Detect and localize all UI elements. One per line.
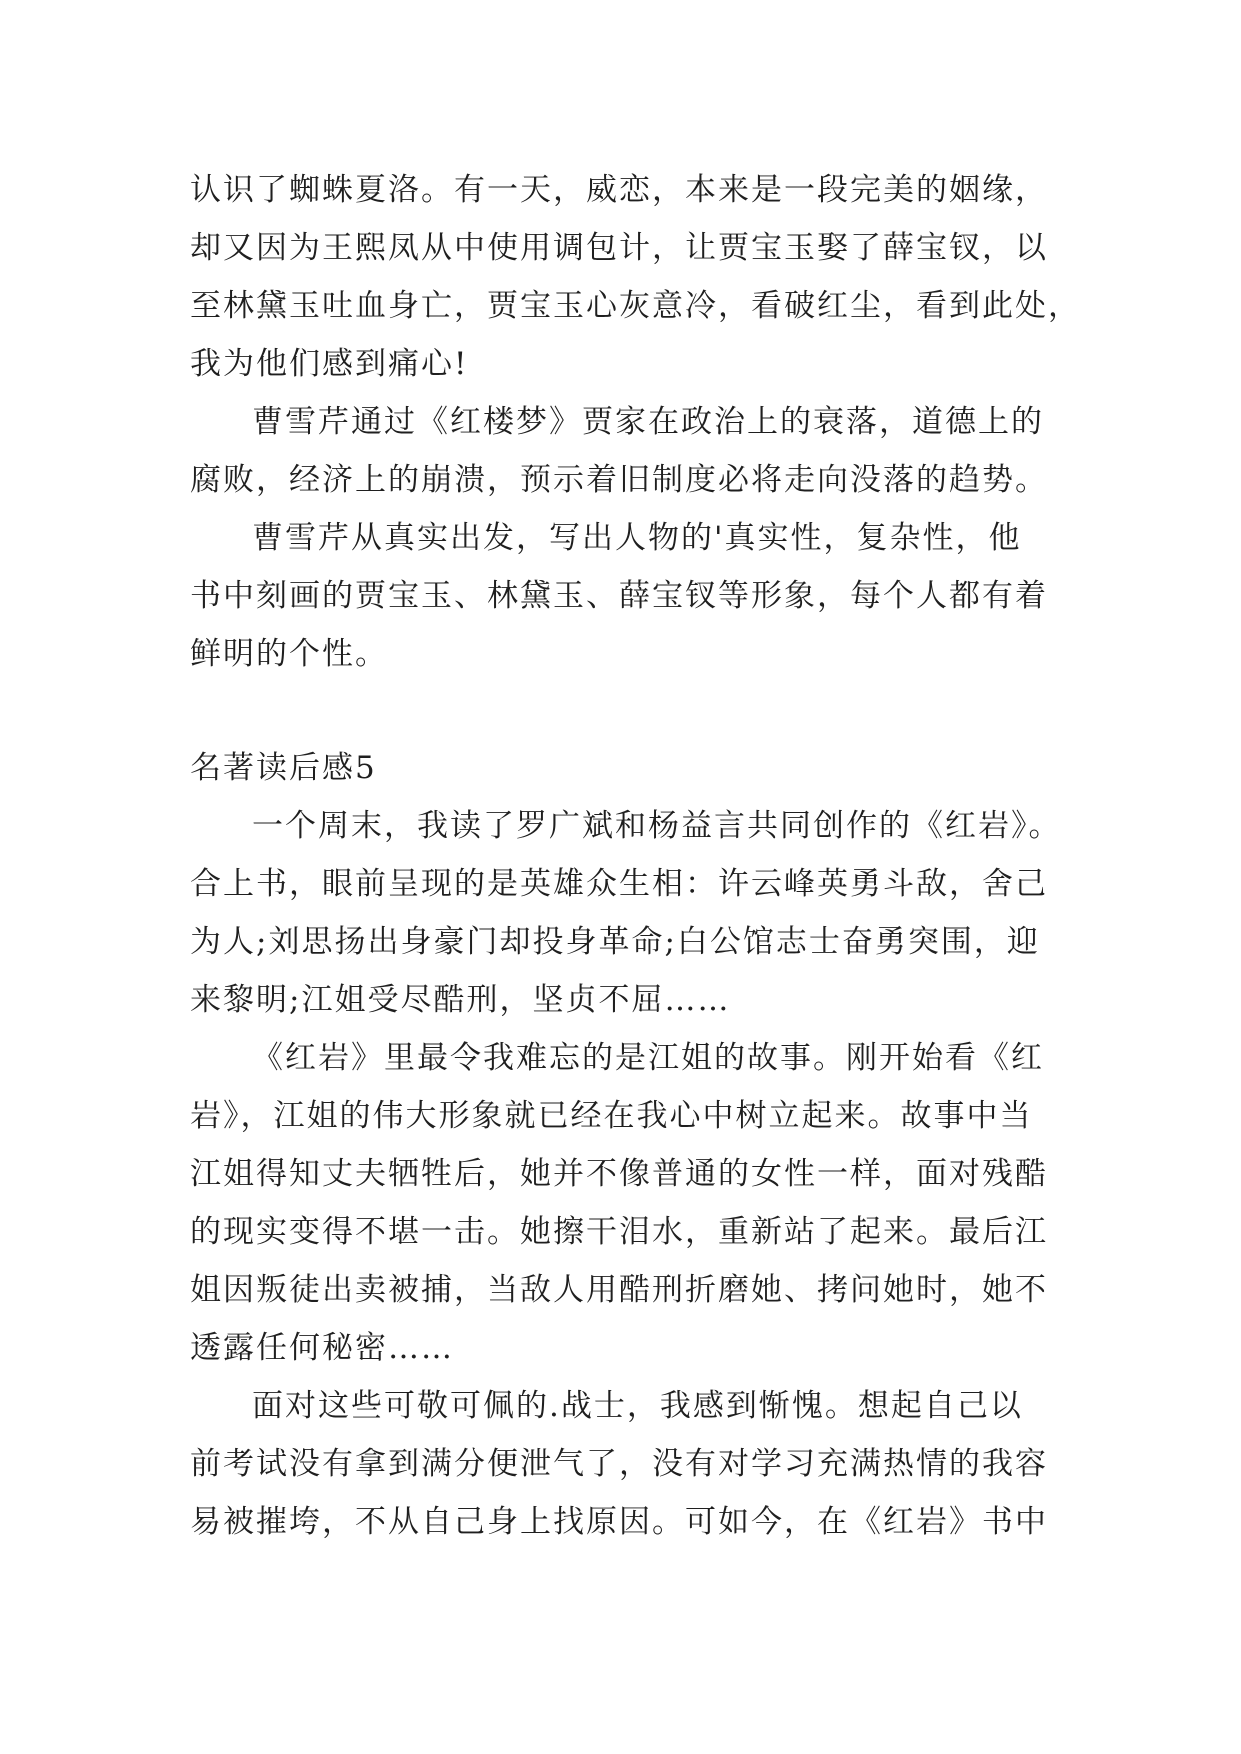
text-line: 姐因叛徒出卖被捕，当敌人用酷刑折磨她、拷问她时，她不 <box>190 1272 1048 1308</box>
text-line: 书中刻画的贾宝玉、林黛玉、薛宝钗等形象，每个人都有着 <box>190 578 1048 614</box>
text-line: 透露任何秘密…… <box>190 1330 454 1366</box>
text-line: 前考试没有拿到满分便泄气了，没有对学习充满热情的我容 <box>190 1446 1048 1482</box>
text-line: 的现实变得不堪一击。她擦干泪水，重新站了起来。最后江 <box>190 1214 1048 1250</box>
paragraph-first-line: 曹雪芹通过《红楼梦》贾家在政治上的衰落，道德上的 <box>252 404 1044 440</box>
text-line: 易被摧垮，不从自己身上找原因。可如今，在《红岩》书中 <box>190 1504 1048 1540</box>
text-line: 合上书，眼前呈现的是英雄众生相：许云峰英勇斗敌，舍己 <box>190 866 1048 902</box>
text-line: 岩》，江姐的伟大形象就已经在我心中树立起来。故事中当 <box>190 1098 1033 1134</box>
text-line: 为人;刘思扬出身豪门却投身革命;白公馆志士奋勇突围，迎 <box>190 924 1040 960</box>
section-heading: 名著读后感5 <box>190 750 377 786</box>
text-line: 来黎明;江姐受尽酷刑，坚贞不屈…… <box>190 982 731 1018</box>
text-line: 我为他们感到痛心! <box>190 346 469 382</box>
text-line: 腐败，经济上的崩溃，预示着旧制度必将走向没落的趋势。 <box>190 462 1048 498</box>
paragraph-first-line: 《红岩》里最令我难忘的是江姐的故事。刚开始看《红 <box>252 1040 1044 1076</box>
text-line: 江姐得知丈夫牺牲后，她并不像普通的女性一样，面对残酷 <box>190 1156 1048 1192</box>
text-line: 至林黛玉吐血身亡，贾宝玉心灰意冷，看破红尘，看到此处， <box>190 288 1081 324</box>
text-line: 却又因为王熙凤从中使用调包计，让贾宝玉娶了薛宝钗，以 <box>190 230 1048 266</box>
paragraph-first-line: 曹雪芹从真实出发，写出人物的'真实性，复杂性，他 <box>252 520 1022 556</box>
paragraph-first-line: 一个周末，我读了罗广斌和杨益言共同创作的《红岩》。 <box>252 808 1062 844</box>
text-line: 鲜明的个性。 <box>190 636 388 672</box>
paragraph-first-line: 面对这些可敬可佩的.战士，我感到惭愧。想起自己以 <box>252 1388 1023 1424</box>
text-line: 认识了蜘蛛夏洛。有一天，威恋，本来是一段完美的姻缘， <box>190 172 1048 208</box>
